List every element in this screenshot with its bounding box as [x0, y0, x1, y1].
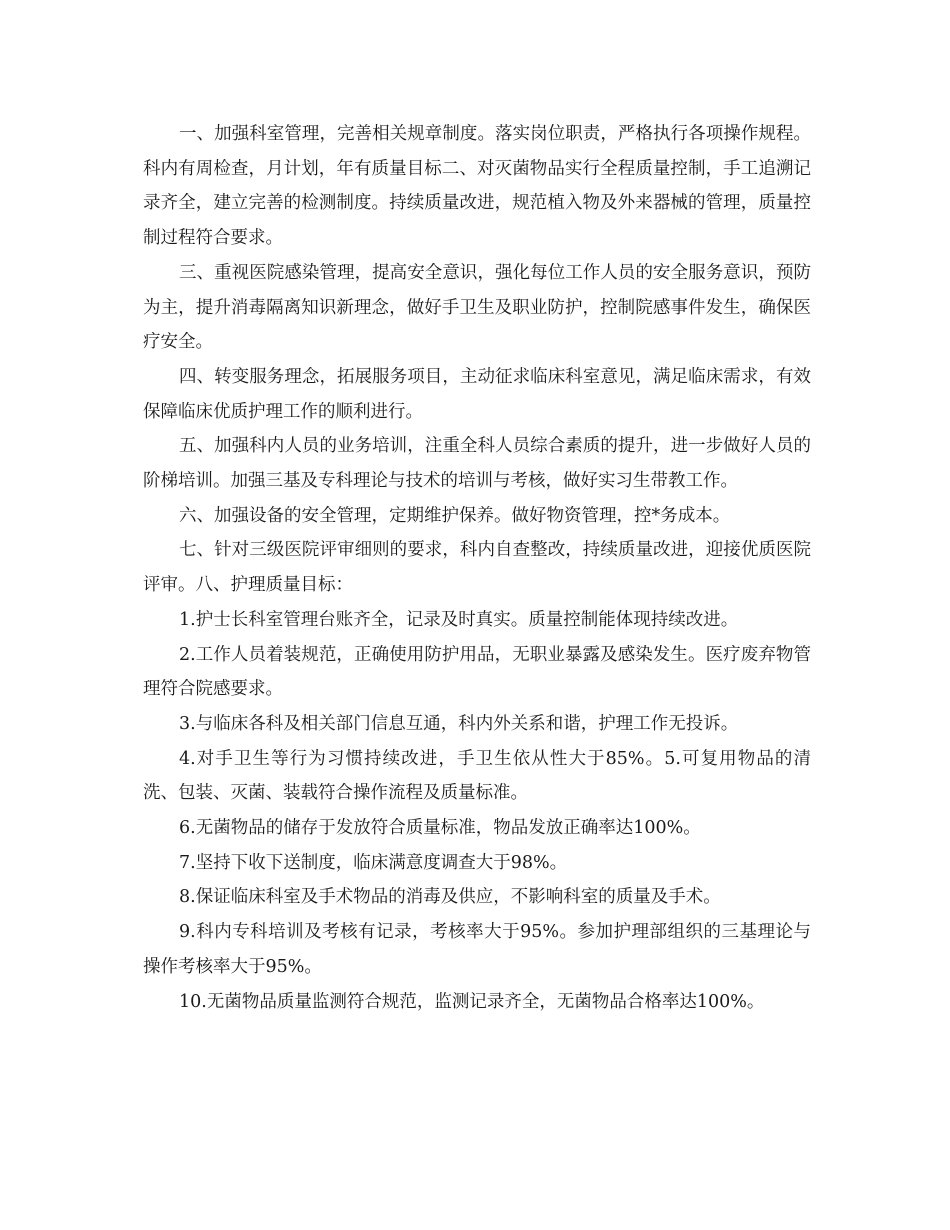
quality-goal-8: 8.保证临床科室及手术物品的消毒及供应，不影响科室的质量及手术。	[179, 887, 721, 908]
quality-goal-3: 3.与临床各科及相关部门信息互通，科内外关系和谐，护理工作无投诉。	[179, 713, 739, 734]
quality-goal-9: 9.科内专科培训及考核有记录，考核率大于95%。参加护理部组织的三基理论与操作考核率大于95%。	[143, 922, 811, 977]
quality-goal-1: 1.护士长科室管理台账齐全，记录及时真实。质量控制能体现持续改进。	[179, 609, 739, 630]
paragraph-section-1-2: 一、加强科室管理，完善相关规章制度。落实岗位职责，严格执行各项操作规程。科内有周检查，月计划，年有质量目标二、对灭菌物品实行全程质量控制，手工追溯记录齐全，建立完善的检测制度。持续质量改进，规范植入物及外来器械的管理，质量控制过程符合要求。	[143, 124, 811, 249]
paragraph-section-3: 三、重视医院感染管理，提高安全意识，强化每位工作人员的安全服务意识，预防为主，提升消毒隔离知识新理念，做好手卫生及职业防护，控制院感事件发生，确保医疗安全。	[143, 262, 811, 353]
paragraph-section-5: 五、加强科内人员的业务培训，注重全科人员综合素质的提升，进一步做好人员的阶梯培训。加强三基及专科理论与技术的培训与考核，做好实习生带教工作。	[143, 436, 811, 492]
quality-goal-6: 6.无菌物品的储存于发放符合质量标准，物品发放正确率达100%。	[179, 818, 701, 839]
paragraph-section-7-8: 七、针对三级医院评审细则的要求，科内自查整改，持续质量改进，迎接优质医院评审。八、护理质量目标：	[143, 540, 811, 596]
quality-goal-10: 10.无菌物品质量监测符合规范，监测记录齐全，无菌物品合格率达100%。	[179, 991, 765, 1012]
quality-goal-2: 2.工作人员着装规范，正确使用防护用品，无职业暴露及感染发生。医疗废弃物管理符合院感要求。	[143, 644, 811, 700]
paragraph-section-6: 六、加强设备的安全管理，定期维护保养。做好物资管理，控*务成本。	[179, 505, 731, 526]
document-body	[143, 117, 811, 1019]
paragraph-section-4: 四、转变服务理念，拓展服务项目，主动征求临床科室意见，满足临床需求，有效保障临床优质护理工作的顺利进行。	[143, 366, 811, 422]
quality-goal-7: 7.坚持下收下送制度，临床满意度调查大于98%。	[179, 852, 568, 873]
quality-goal-4-5: 4.对手卫生等行为习惯持续改进，手卫生依从性大于85%。5.可复用物品的清洗、包装、灭菌、装载符合操作流程及质量标准。	[143, 748, 811, 804]
